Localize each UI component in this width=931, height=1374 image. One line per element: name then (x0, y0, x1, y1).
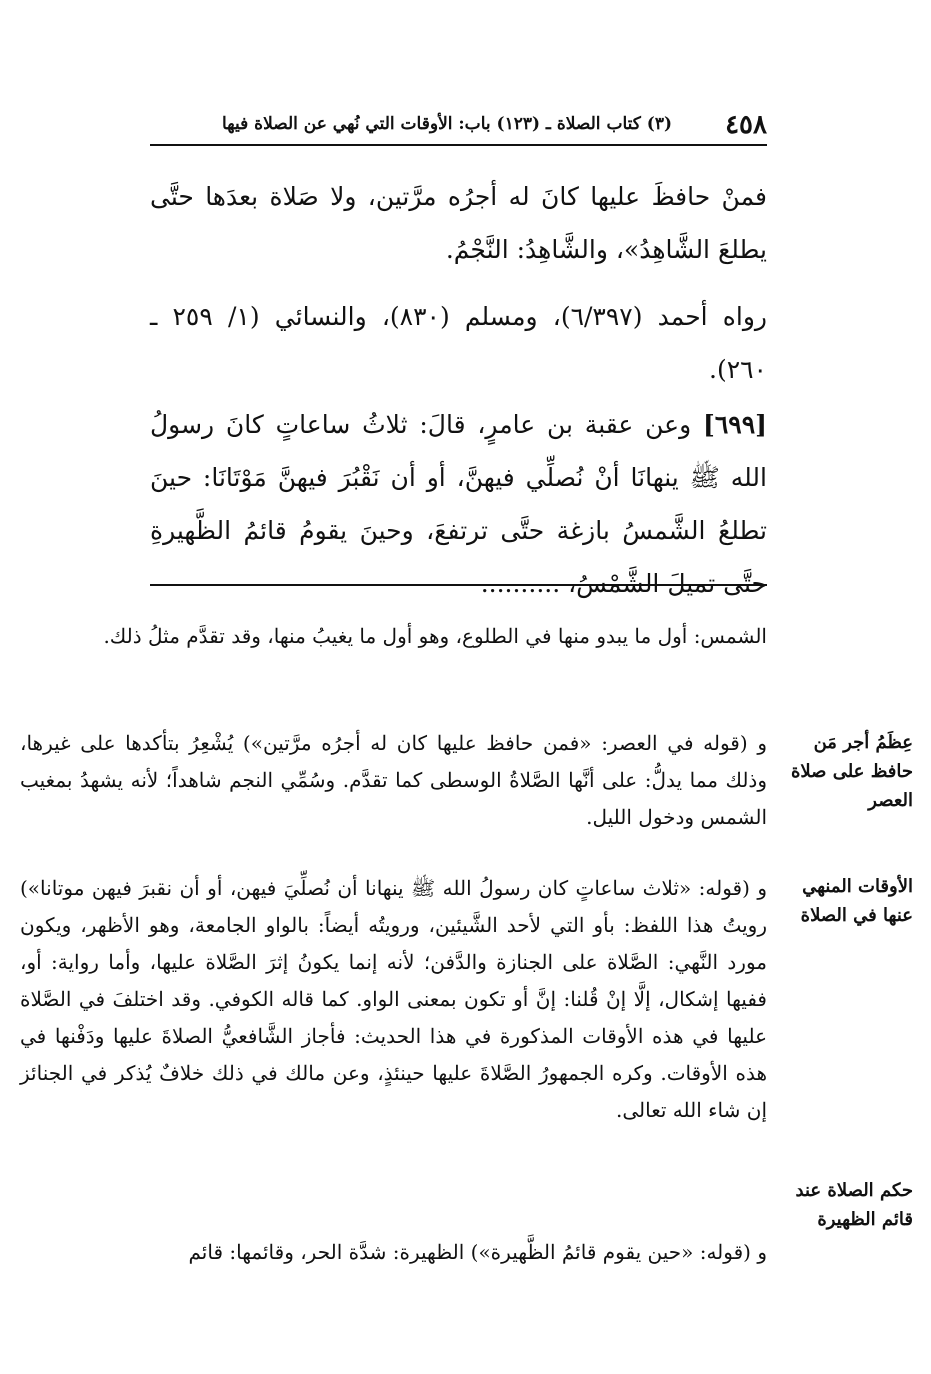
running-header (150, 104, 767, 146)
margin-note: عِظَمُ أجر مَن حافظ على صلاة العصر (791, 732, 913, 811)
footnote-divider (150, 584, 767, 586)
chapter-title: (٣) كتاب الصلاة ـ (١٢٣) باب: الأوقات التي نُهي عن الصلاة فيها (221, 114, 672, 134)
margin-note: حكم الصلاة عند قائم الظهيرة (795, 1180, 913, 1230)
commentary-paragraph: و (قوله: «ثلاث ساعاتٍ كان رسولُ الله ﷺ ينهانا أن نُصلِّيَ فيهن، أو أن نقبرَ فيهن موتانا») رويتُ هذا اللفظ: بأو التي لأحد الشَّيئين، ورويتُه أيضاً: بالواو الجامعة، وهو الأظهر، ويكون مورد النَّهي: الصَّلاة على الجنازة والدَّفن؛ لأنه إنما يكونُ إثرَ الصَّلاة عليها، وأما رواية: أو، ففيها إشكال، إلَّا إنْ قُلنا: إنَّ أو تكون بمعنى الواو. كما قاله الكوفي. وقد اختلفَ في الصَّلاة عليها في هذه الأوقات المذكورة في هذا الحديث: فأجاز الشَّافعيُّ الصلاةَ عليها ودَفْنها في هذه الأوقات. وكره الجمهورُ الصَّلاةَ عليها حينئذٍ، وعن مالك في ذلك خلافٌ يُذكر في الجنائز إن شاء الله تعالى. (20, 876, 768, 1122)
commentary-paragraph: و (قوله في العصر: «فمن حافظ عليها كان له أجرُه مرَّتين») يُشْعِرُ بتأكدها على غيرها، وذلك مما يدلُّ: على أنَّها الصَّلاةُ الوسطى كما تقدَّم. وسُمِّي النجم شاهداً؛ لأنه يشهدُ بمغيب الشمس ودخول الليل. (20, 731, 767, 829)
hadith-source-reference: رواه أحمد (٦/٣٩٧)، ومسلم (٨٣٠)، والنسائي (١/ ٢٥٩ ـ ٢٦٠). (150, 302, 767, 384)
margin-note: الأوقات المنهي عنها في الصلاة (800, 876, 913, 926)
hadith-699 (150, 398, 767, 610)
page-number: ٤٥٨ (725, 110, 767, 140)
hadith-text-continuation: فمنْ حافظَ عليها كانَ له أجرُه مرَّتين، ولا صَلاة بعدَها حتَّى يطلعَ الشَّاهِدُ»، والشَّاهِدُ: النَّجْمُ. (150, 182, 767, 264)
hadith-number: [٦٩٩] (703, 410, 767, 439)
commentary-paragraph: الشمس: أول ما يبدو منها في الطلوع، وهو أول ما يغيبُ منها، وقد تقدَّم مثلُ ذلك. (103, 624, 767, 648)
commentary-paragraph: و (قوله: «حين يقوم قائمُ الظَّهيرة») الظهيرة: شدَّة الحر، وقائمها: قائم (188, 1240, 767, 1264)
hadith-699-text: وعن عقبة بن عامرٍ، قالَ: ثلاثُ ساعاتٍ كانَ رسولُ الله ﷺ ينهانَا أنْ نُصلِّي فيهنَّ، أو أن نَقْبُرَ فيهنَّ مَوْتَانَا: حينَ تطلعُ الشَّمسُ بازغة حتَّى ترتفعَ، وحينَ يقومُ قائمُ الظَّهيرةِ حتَّى تميلَ الشَّمْسُ، .......... (150, 410, 767, 598)
